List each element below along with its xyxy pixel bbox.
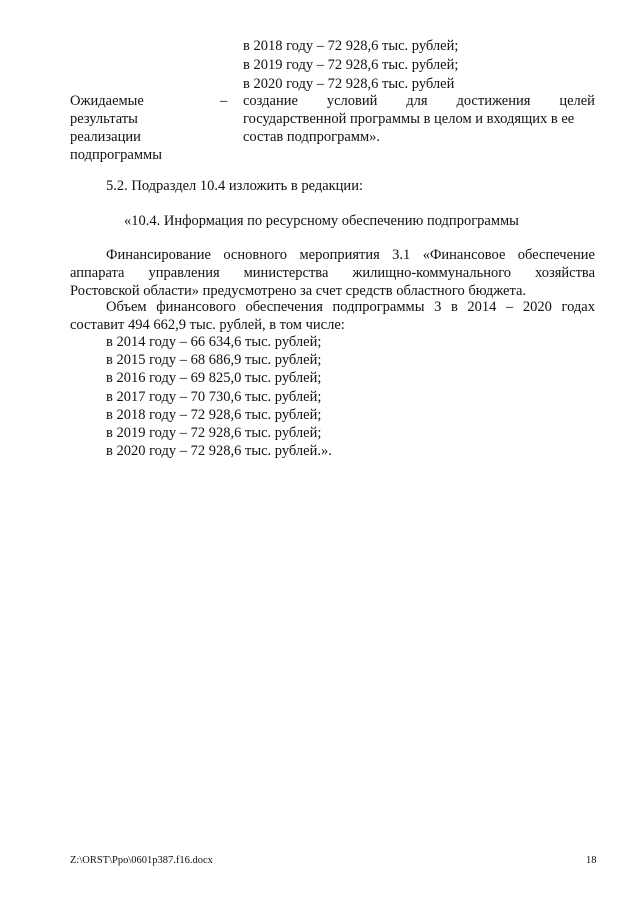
list-item: в 2017 году – 70 730,6 тыс. рублей; <box>106 388 322 405</box>
paragraph-line-justified <box>70 264 595 282</box>
list-item: в 2018 году – 72 928,6 тыс. рублей; <box>106 406 322 423</box>
word: министерства <box>243 265 329 281</box>
funding-by-year-list <box>106 333 332 460</box>
top-line-2018: в 2018 году – 72 928,6 тыс. рублей; <box>243 38 459 54</box>
word: создание <box>243 93 298 109</box>
word: достижения <box>456 93 531 109</box>
word: в <box>450 299 458 315</box>
list-item: в 2014 году – 66 634,6 тыс. рублей; <box>106 334 322 350</box>
list-item: в 2016 году – 69 825,0 тыс. рублей; <box>106 370 322 387</box>
word: финансового <box>156 299 236 315</box>
word: аппарата <box>70 265 125 281</box>
financing-paragraph <box>70 246 595 300</box>
top-line-2019: в 2019 году – 72 928,6 тыс. рублей; <box>243 57 459 73</box>
section-5-2-instruction: 5.2. Подраздел 10.4 изложить в редакции: <box>106 178 363 194</box>
section-10-4-title: «10.4. Информация по ресурсному обеспечению подпрограммы <box>124 213 519 229</box>
top-line-2020: в 2020 году – 72 928,6 тыс. рублей <box>243 76 455 92</box>
word: 3 <box>434 299 442 315</box>
word: Финансирование <box>106 247 211 263</box>
word: годах <box>561 299 595 315</box>
expected-results-value <box>243 92 595 146</box>
word: для <box>406 93 428 109</box>
word: 3.1 <box>392 247 411 263</box>
value-line: состав подпрограмм». <box>243 129 380 145</box>
label-line: реализации <box>70 129 141 145</box>
label-dash: – <box>220 93 228 109</box>
word: жилищно-коммунального <box>352 265 512 281</box>
top-continuation-lines <box>243 37 458 94</box>
word: Объем <box>106 299 147 315</box>
volume-paragraph <box>70 298 595 334</box>
word: основного <box>223 247 288 263</box>
paragraph-line-justified <box>70 298 595 316</box>
list-item: в 2015 году – 68 686,9 тыс. рублей; <box>106 352 322 369</box>
word: условий <box>326 93 378 109</box>
label-line: результаты <box>70 111 138 127</box>
word: 2014 <box>467 299 497 315</box>
list-item: в 2020 году – 72 928,6 тыс. рублей.». <box>106 443 332 460</box>
value-line: государственной программы в целом и входящих в ее <box>243 111 575 127</box>
paragraph-line: Ростовской области» предусмотрено за счет средств областного бюджета. <box>70 283 527 299</box>
word: «Финансовое <box>422 247 506 263</box>
word: подпрограммы <box>332 299 425 315</box>
label-line: Ожидаемые <box>70 93 144 109</box>
paragraph-line: составит 494 662,9 тыс. рублей, в том числе: <box>70 317 345 333</box>
word: – <box>506 299 514 315</box>
word: управления <box>148 265 220 281</box>
paragraph-line-justified <box>70 246 595 264</box>
value-line-justified <box>243 92 595 110</box>
page-number: 18 <box>586 855 597 866</box>
footer-file-path: Z:\ORST\Ppo\0601p387.f16.docx <box>70 855 213 866</box>
list-item: в 2019 году – 72 928,6 тыс. рублей; <box>106 425 322 442</box>
word: обеспечение <box>517 247 595 263</box>
label-line: подпрограммы <box>70 147 162 163</box>
word: целей <box>559 93 595 109</box>
word: обеспечения <box>245 299 323 315</box>
word: 2020 <box>522 299 552 315</box>
expected-results-label <box>70 92 210 164</box>
word: мероприятия <box>299 247 380 263</box>
word: хозяйства <box>535 265 595 281</box>
